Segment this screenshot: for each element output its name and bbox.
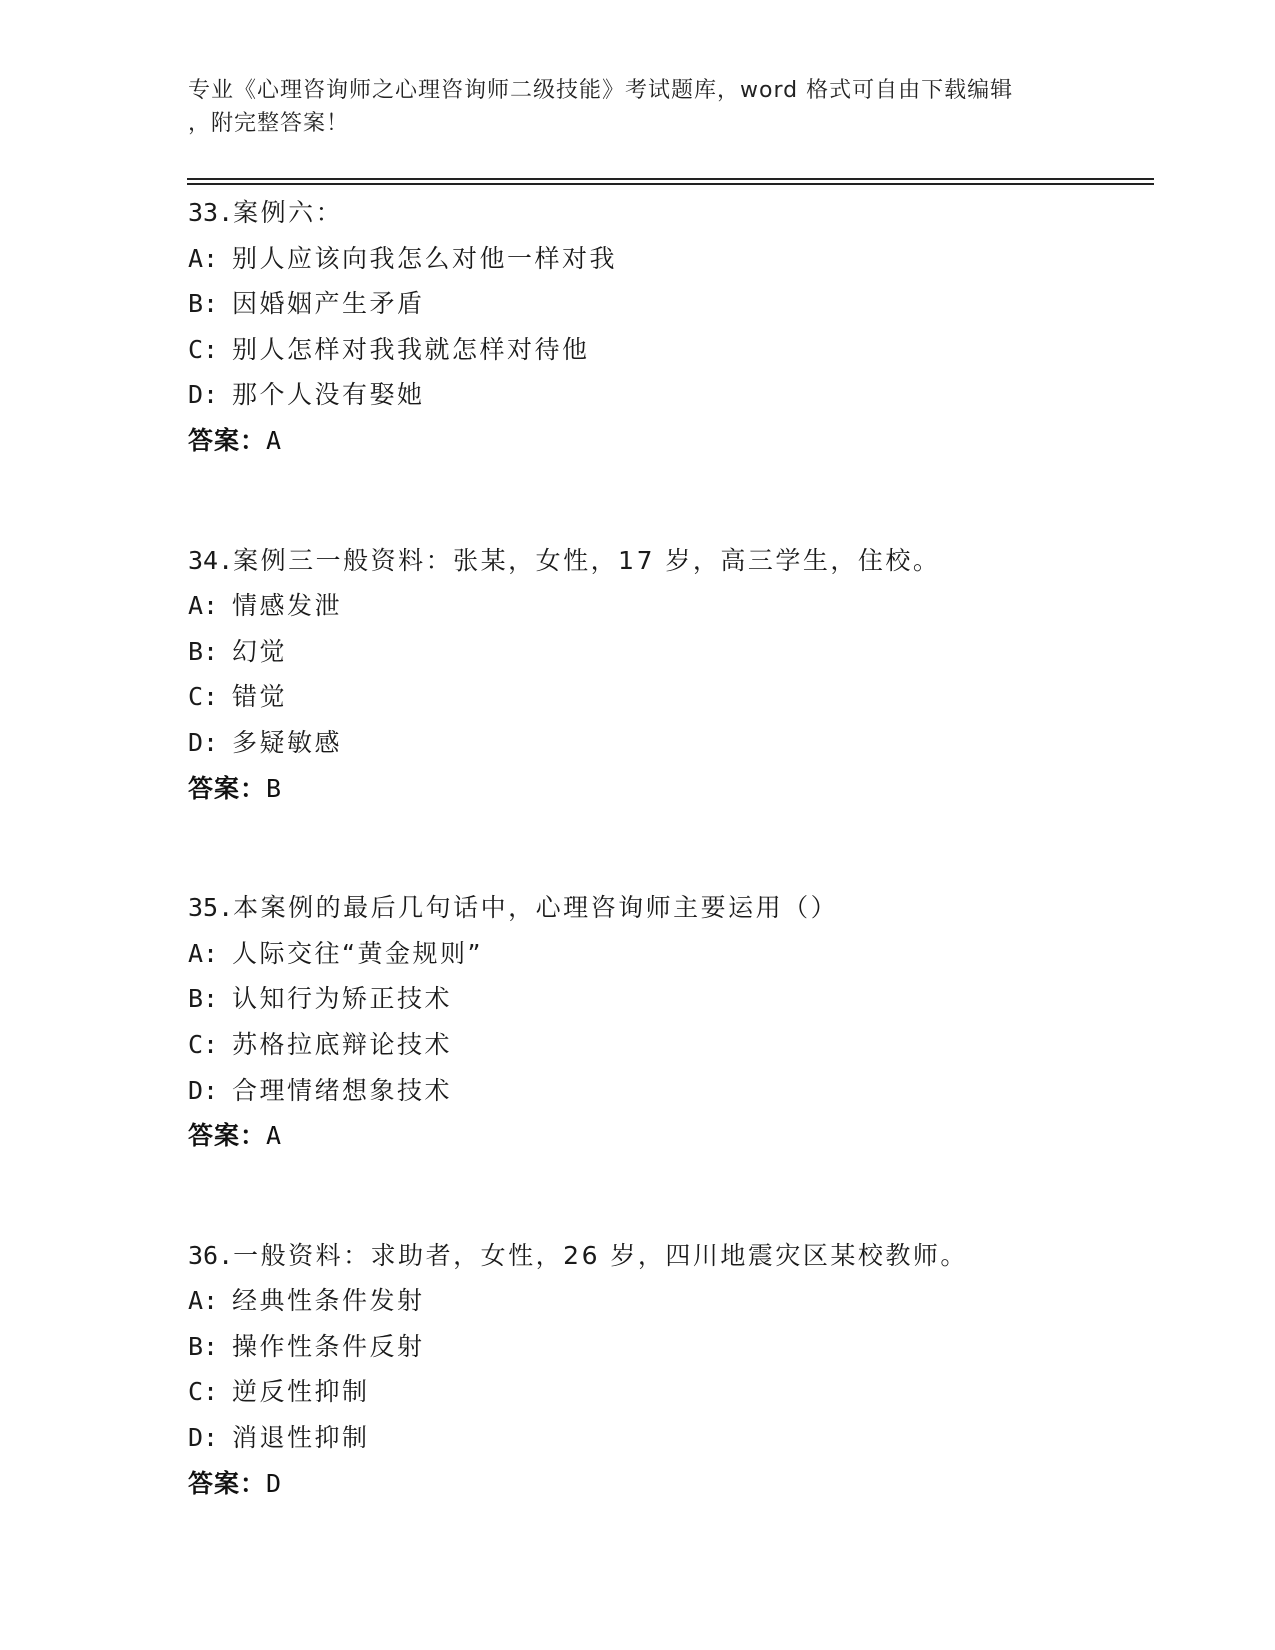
answer-label: 答案： <box>188 1121 267 1151</box>
option-text: 那个人没有娶她 <box>232 380 425 410</box>
option-text: 别人应该向我怎么对他一样对我 <box>232 243 618 273</box>
option-text: 幻觉 <box>232 636 288 666</box>
option-text: 合理情绪想象技术 <box>232 1075 453 1105</box>
option-text: 人际交往“黄金规则” <box>232 938 483 968</box>
question-text: 一般资料：求助者，女性，26 岁，四川地震灾区某校教师。 <box>233 1240 968 1270</box>
question-number: 36. <box>188 1240 234 1270</box>
option-key: A: <box>188 591 219 621</box>
answer-label: 答案： <box>188 425 267 455</box>
option-d <box>188 720 1148 766</box>
question-33 <box>188 190 1148 464</box>
question-stem <box>188 885 1148 931</box>
option-text: 错觉 <box>232 682 288 712</box>
option-text: 经典性条件发射 <box>232 1286 425 1316</box>
header-line-1: 专业《心理咨询师之心理咨询师二级技能》考试题库，word 格式可自由下载编辑 <box>188 78 1014 103</box>
question-number: 33. <box>188 198 234 227</box>
answer-label: 答案： <box>188 1468 267 1498</box>
answer-value: A <box>266 425 283 455</box>
question-text: 本案例的最后几句话中，心理咨询师主要运用（） <box>233 893 839 923</box>
header-line-2: ，附完整答案！ <box>188 111 350 136</box>
question-stem <box>188 190 1148 236</box>
option-c <box>188 1369 1148 1415</box>
question-34 <box>188 538 1148 812</box>
option-key: C: <box>188 682 219 712</box>
option-key: B: <box>188 289 219 319</box>
question-stem <box>188 1233 1148 1279</box>
option-text: 因婚姻产生矛盾 <box>232 289 425 319</box>
option-key: D: <box>188 1075 219 1105</box>
question-list <box>188 190 1148 1506</box>
option-key: A: <box>188 243 219 273</box>
document-header <box>188 74 1068 140</box>
option-key: C: <box>188 1029 219 1059</box>
option-c <box>188 674 1148 720</box>
question-number: 34. <box>188 545 234 575</box>
option-key: B: <box>188 984 219 1014</box>
option-text: 逆反性抑制 <box>232 1377 370 1407</box>
option-key: B: <box>188 636 219 666</box>
answer-value: A <box>266 1121 283 1151</box>
option-text: 多疑敏感 <box>232 727 343 757</box>
question-text: 案例三一般资料：张某，女性，17 岁，高三学生，住校。 <box>233 545 941 575</box>
option-text: 别人怎样对我我就怎样对待他 <box>232 334 590 364</box>
option-a <box>188 931 1148 977</box>
question-number: 35. <box>188 893 234 923</box>
option-key: D: <box>188 1423 219 1453</box>
question-35 <box>188 885 1148 1159</box>
question-text: 案例六： <box>233 198 344 227</box>
answer-line <box>188 418 1148 464</box>
option-key: D: <box>188 727 219 757</box>
header-divider-top <box>187 178 1154 180</box>
question-stem <box>188 538 1148 584</box>
option-b <box>188 1324 1148 1370</box>
option-key: C: <box>188 334 219 364</box>
option-d <box>188 372 1148 418</box>
option-key: B: <box>188 1331 219 1361</box>
option-key: A: <box>188 1286 219 1316</box>
header-divider-bottom <box>187 183 1154 185</box>
option-key: C: <box>188 1377 219 1407</box>
option-b <box>188 281 1148 327</box>
option-b <box>188 629 1148 675</box>
option-c <box>188 327 1148 373</box>
answer-label: 答案： <box>188 773 267 803</box>
answer-value: B <box>266 773 283 803</box>
question-36 <box>188 1233 1148 1507</box>
answer-line <box>188 1113 1148 1159</box>
option-key: D: <box>188 380 219 410</box>
option-b <box>188 976 1148 1022</box>
option-c <box>188 1022 1148 1068</box>
answer-line <box>188 766 1148 812</box>
option-d <box>188 1068 1148 1114</box>
option-a <box>188 583 1148 629</box>
answer-line <box>188 1461 1148 1507</box>
option-a <box>188 1278 1148 1324</box>
option-key: A: <box>188 938 219 968</box>
option-d <box>188 1415 1148 1461</box>
option-text: 苏格拉底辩论技术 <box>232 1029 453 1059</box>
option-text: 情感发泄 <box>232 591 343 621</box>
answer-value: D <box>266 1468 283 1498</box>
option-text: 消退性抑制 <box>232 1423 370 1453</box>
option-text: 认知行为矫正技术 <box>232 984 453 1014</box>
option-a <box>188 236 1148 282</box>
option-text: 操作性条件反射 <box>232 1331 425 1361</box>
